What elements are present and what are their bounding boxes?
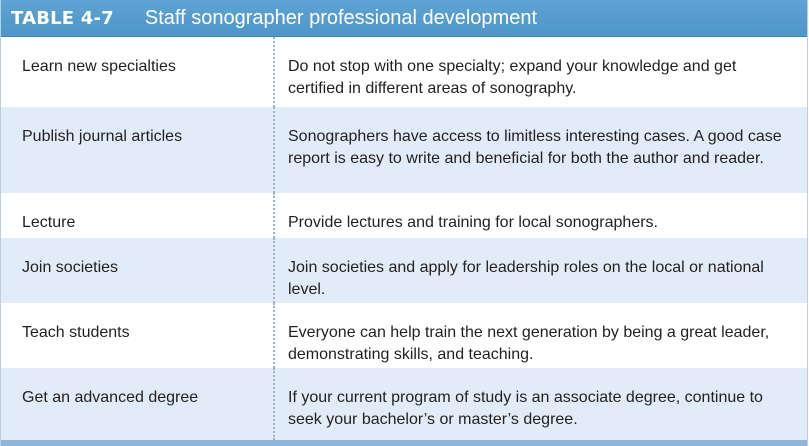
description-cell: Sonographers have access to limitless interesting cases. A good case report is easy to write and beneficial for both the author and reader. xyxy=(288,128,782,167)
table-row xyxy=(0,37,808,107)
activity-cell: Join societies xyxy=(0,238,275,303)
table-row xyxy=(0,193,808,238)
description-cell: Join societies and apply for leadership roles on the local or national level. xyxy=(288,259,764,298)
table-title: Staff sonographer professional development xyxy=(144,6,537,29)
activity-cell: Teach students xyxy=(0,303,275,368)
description-cell: If your current program of study is an associate degree, continue to seek your bachelor’s or master’s degree. xyxy=(288,389,763,428)
table-row xyxy=(0,368,808,440)
activity-cell: Lecture xyxy=(0,193,275,238)
table-row xyxy=(0,238,808,303)
table-row xyxy=(0,107,808,193)
activity-cell: Get an advanced degree xyxy=(0,368,275,440)
table-bottom-rule xyxy=(0,440,808,446)
table-body xyxy=(0,37,808,440)
table-number: TABLE 4-7 xyxy=(11,7,114,29)
activity-cell: Publish journal articles xyxy=(0,107,275,193)
activity-cell: Learn new specialties xyxy=(0,37,275,107)
table-row xyxy=(0,303,808,368)
description-cell: Everyone can help train the next generation by being a great leader, demonstrating skills, and teaching. xyxy=(288,324,770,363)
description-cell: Provide lectures and training for local sonographers. xyxy=(288,214,658,231)
description-cell: Do not stop with one specialty; expand your knowledge and get certified in different areas of sonography. xyxy=(288,58,737,97)
table-header xyxy=(0,0,808,37)
